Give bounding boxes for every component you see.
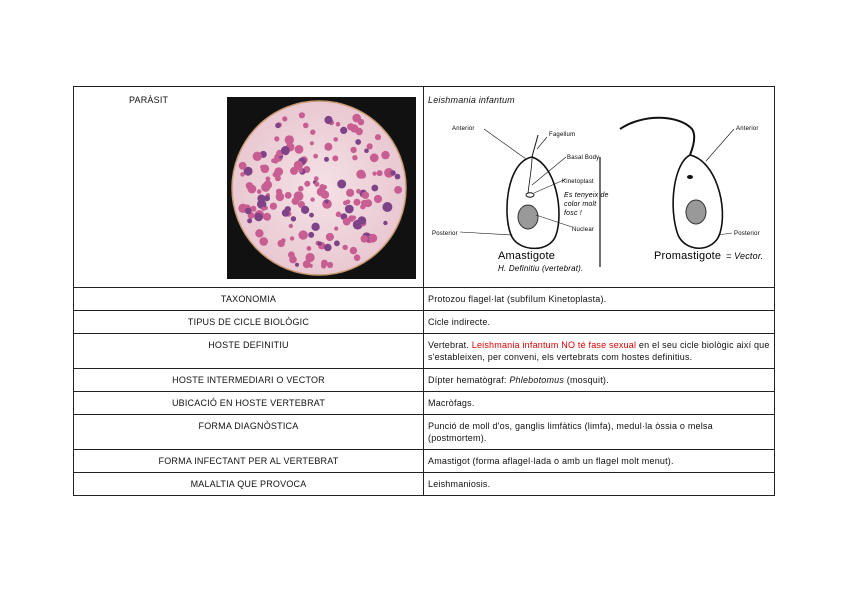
red-blood-cell <box>358 119 364 125</box>
stain-note-line1: Es tenyeix de <box>564 192 609 199</box>
red-blood-cell <box>263 180 272 189</box>
parasite-heading: PARÀSIT <box>129 95 169 105</box>
red-blood-cell <box>336 212 342 218</box>
stained-macrophage <box>334 240 340 246</box>
red-blood-cell <box>377 170 383 176</box>
amastigote-anterior-label: Anterior <box>452 126 475 132</box>
red-blood-cell <box>292 198 299 205</box>
red-blood-cell <box>276 193 285 202</box>
table-row <box>74 288 775 311</box>
red-blood-cell <box>322 185 327 190</box>
row-label-disease: MALALTIA QUE PROVOCA <box>74 473 424 496</box>
row-label-location: UBICACIÓ EN HOSTE VERTEBRAT <box>74 392 424 415</box>
row-value-taxonomy: Protozou flagel·lat (subfílum Kinetoplasta). <box>424 288 775 311</box>
definitive-host-note: H. Definitiu (vertebrat). <box>498 264 584 273</box>
red-blood-cell <box>313 154 318 159</box>
red-blood-cell <box>354 199 361 206</box>
stained-macrophage <box>337 180 346 189</box>
stained-macrophage <box>340 127 347 134</box>
definitive-host-text-start: Vertebrat. <box>428 340 472 350</box>
red-blood-cell <box>261 165 270 174</box>
stained-macrophage <box>301 206 309 214</box>
red-blood-cell <box>289 224 293 228</box>
stained-macrophage <box>295 263 299 267</box>
row-label-taxonomy: TAXONOMIA <box>74 288 424 311</box>
no-sexual-phase-highlight: Leishmania infantum NO té fase sexual <box>471 340 637 350</box>
stained-macrophage <box>364 149 369 154</box>
stained-macrophage <box>308 232 314 238</box>
stained-macrophage <box>395 174 401 180</box>
row-value-disease: Leishmaniosis. <box>424 473 775 496</box>
red-blood-cell <box>375 134 381 140</box>
red-blood-cell <box>282 116 287 121</box>
red-blood-cell <box>304 181 310 187</box>
red-blood-cell <box>362 192 369 199</box>
stained-macrophage <box>282 209 290 217</box>
stained-macrophage <box>318 241 322 245</box>
red-blood-cell <box>356 170 365 179</box>
table-row <box>74 450 775 473</box>
promastigote-anterior-label: Anterior <box>736 126 759 132</box>
red-blood-cell <box>321 191 329 199</box>
row-value-diagnostic: Punció de moll d'os, ganglis limfàtics (limfa), medul·la òssia o melsa (postmortem). <box>424 415 775 450</box>
row-label-vector: HOSTE INTERMEDIARI O VECTOR <box>74 369 424 392</box>
stained-macrophage <box>345 205 354 214</box>
row-value-vector <box>424 369 775 392</box>
red-blood-cell <box>310 141 314 145</box>
stained-macrophage <box>311 223 319 231</box>
stained-macrophage <box>245 208 252 215</box>
row-value-cycle: Cicle indirecte. <box>424 311 775 334</box>
table-row <box>74 392 775 415</box>
red-blood-cell <box>356 189 361 194</box>
red-blood-cell <box>350 124 358 132</box>
red-blood-cell <box>343 218 351 226</box>
red-blood-cell <box>240 172 245 177</box>
life-forms-diagram <box>424 107 776 287</box>
stained-macrophage <box>324 157 329 162</box>
red-blood-cell <box>334 227 338 231</box>
stained-macrophage <box>291 216 296 221</box>
red-blood-cell <box>361 235 369 243</box>
red-blood-cell <box>299 230 308 239</box>
red-blood-cell <box>346 200 351 205</box>
stained-macrophage <box>324 116 332 124</box>
red-blood-cell <box>239 162 247 170</box>
red-blood-cell <box>314 176 319 181</box>
red-blood-cell <box>261 207 265 211</box>
amastigote-nucleus-label: Nuclear <box>572 227 595 233</box>
row-value-location: Macròfags. <box>424 392 775 415</box>
red-blood-cell <box>374 195 382 203</box>
parasite-info-table <box>73 86 775 496</box>
red-blood-cell <box>343 245 348 250</box>
red-blood-cell <box>298 186 304 192</box>
red-blood-cell <box>294 161 303 170</box>
red-blood-cell <box>332 155 338 161</box>
red-blood-cell <box>350 247 357 254</box>
table-row <box>74 415 775 450</box>
red-blood-cell <box>259 237 268 246</box>
stained-macrophage <box>275 123 280 128</box>
red-blood-cell <box>352 155 357 160</box>
red-blood-cell <box>336 122 341 127</box>
stain-note-line2: color molt <box>564 201 597 208</box>
stained-macrophage <box>390 170 395 175</box>
red-blood-cell <box>367 143 373 149</box>
red-blood-cell <box>314 182 319 187</box>
red-blood-cell <box>270 203 277 210</box>
stained-macrophage <box>324 199 328 203</box>
stained-macrophage <box>257 195 265 203</box>
table-row <box>74 334 775 369</box>
row-label-definitive-host: HOSTE DEFINITIU <box>74 334 424 369</box>
red-blood-cell <box>368 234 377 243</box>
stain-note-line3: fosc ! <box>564 210 582 217</box>
vector-note: = Vector. <box>726 251 764 261</box>
amastigote-posterior-label: Posterior <box>432 231 458 237</box>
species-name: Leishmania infantum <box>428 95 515 105</box>
red-blood-cell <box>361 200 367 206</box>
stained-macrophage <box>254 213 263 222</box>
red-blood-cell <box>278 240 285 247</box>
stained-macrophage <box>371 185 378 192</box>
header-right-cell <box>424 87 775 288</box>
red-blood-cell <box>310 130 315 135</box>
blood-smear-micrograph <box>227 97 416 279</box>
header-row <box>74 87 775 288</box>
vector-text-start: Dípter hematògraf: <box>428 375 510 385</box>
red-blood-cell <box>326 233 334 241</box>
red-blood-cell <box>303 123 309 129</box>
red-blood-cell <box>285 192 292 199</box>
red-blood-cell <box>253 152 262 161</box>
row-value-infective-form: Amastigot (forma aflagel·lada o amb un flagel molt menut). <box>424 450 775 473</box>
red-blood-cell <box>354 254 361 261</box>
vector-genus: Phlebotomus <box>509 375 565 385</box>
red-blood-cell <box>370 153 379 162</box>
promastigote-posterior-label: Posterior <box>734 231 760 237</box>
red-blood-cell <box>299 112 305 118</box>
promastigote-title: Promastigote <box>654 250 722 262</box>
red-blood-cell <box>257 189 262 194</box>
row-label-infective-form: FORMA INFECTANT PER AL VERTEBRAT <box>74 450 424 473</box>
red-blood-cell <box>321 263 326 268</box>
red-blood-cell <box>295 145 304 154</box>
definitive-host-text-end: en el seu cicle biològic així que s'estableixen, per conveni, els vertebrats com hostes definitius. <box>428 340 770 362</box>
row-label-diagnostic: FORMA DIAGNÒSTICA <box>74 415 424 450</box>
stained-macrophage <box>383 221 387 225</box>
red-blood-cell <box>324 143 332 151</box>
red-blood-cell <box>394 186 402 194</box>
stained-macrophage <box>247 218 252 223</box>
amastigote-title: Amastigote <box>498 250 556 262</box>
red-blood-cell <box>333 137 338 142</box>
row-value-definitive-host <box>424 334 775 369</box>
red-blood-cell <box>255 229 263 237</box>
amastigote-basal-body-label: Basal Body <box>567 155 600 161</box>
stained-macrophage <box>309 213 314 218</box>
red-blood-cell <box>263 213 271 221</box>
red-blood-cell <box>346 189 354 197</box>
stained-macrophage <box>281 146 290 155</box>
red-blood-cell <box>303 260 311 268</box>
red-blood-cell <box>274 167 283 176</box>
promastigote-drawing <box>620 118 734 249</box>
amastigote-kinetoplast-label: Kinetoplast <box>562 179 594 185</box>
red-blood-cell <box>288 251 295 258</box>
red-blood-cell <box>350 147 356 153</box>
stained-macrophage <box>358 216 367 225</box>
table-row <box>74 473 775 496</box>
red-blood-cell <box>327 262 333 268</box>
vector-text-end: (mosquit). <box>564 375 609 385</box>
red-blood-cell <box>275 175 281 181</box>
stained-macrophage <box>324 244 332 252</box>
amastigote-flagellum-label: Fagellum <box>549 132 576 138</box>
row-label-cycle: TIPUS DE CICLE BIOLÒGIC <box>74 311 424 334</box>
red-blood-cell <box>271 158 276 163</box>
red-blood-cell <box>290 236 294 240</box>
red-blood-cell <box>274 136 279 141</box>
table-row <box>74 369 775 392</box>
stained-macrophage <box>382 202 392 212</box>
header-left-cell <box>74 87 424 288</box>
table-row <box>74 311 775 334</box>
red-blood-cell <box>372 172 376 176</box>
stained-macrophage <box>355 139 361 145</box>
red-blood-cell <box>381 151 389 159</box>
red-blood-cell <box>246 182 253 189</box>
red-blood-cell <box>310 197 314 201</box>
red-blood-cell <box>307 246 312 251</box>
